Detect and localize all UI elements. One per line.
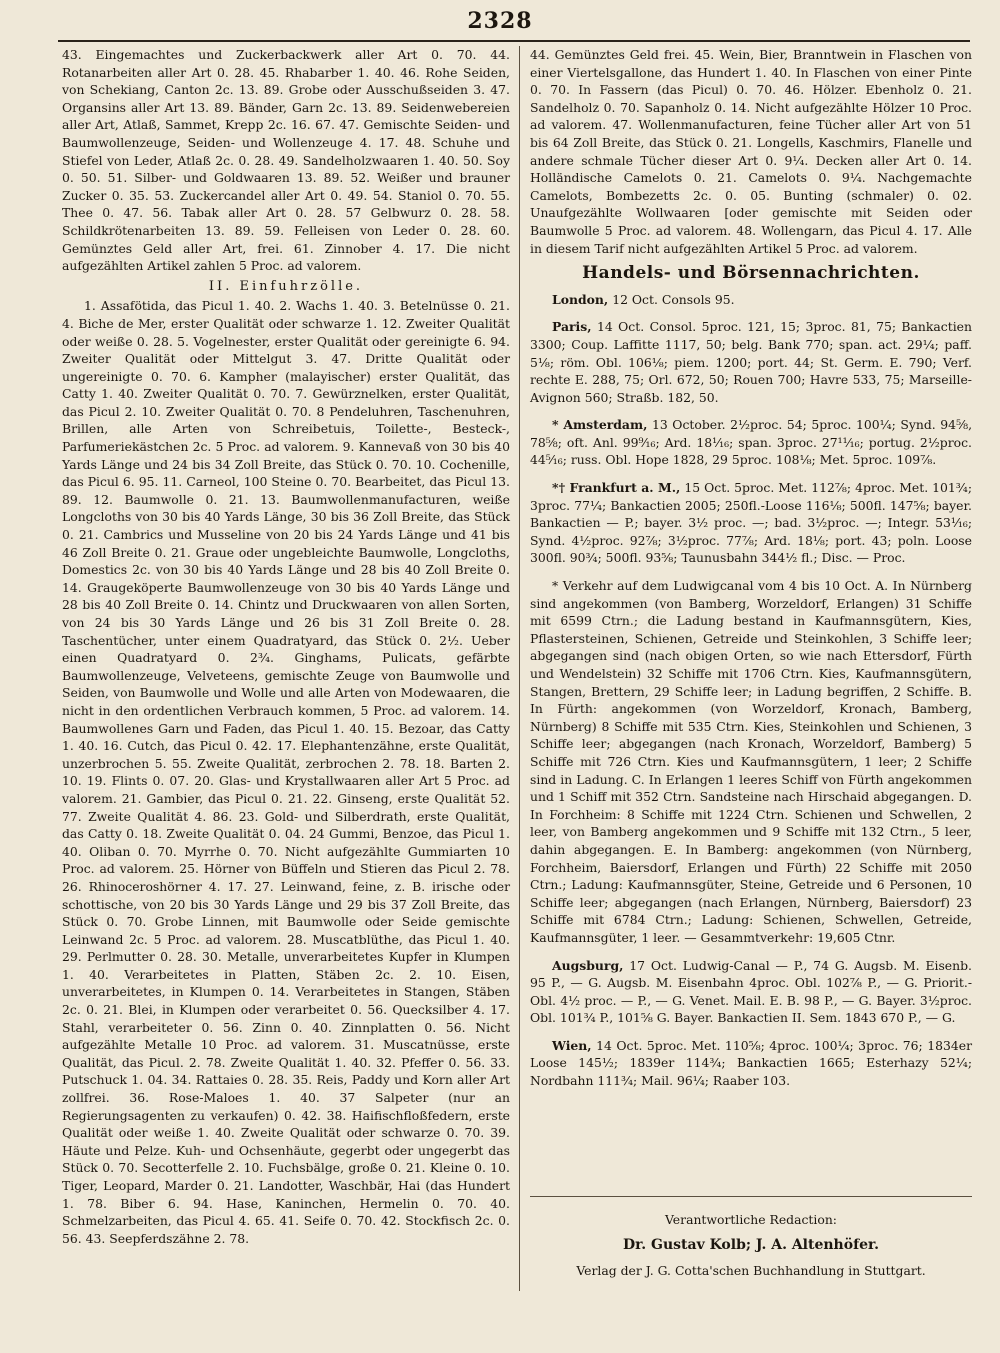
ludwig-canal-report: * Verkehr auf dem Ludwigcanal vom 4 bis 10 Oct. A. In Nürnberg sind angekommen (von Bamberg, Worzeldorf, Erlangen) 31 Schiffe mit 6599 Ctrn.; die Ladung bestand in Kaufmannsgütern, Kies, Pflastersteinen, Schienen, Getreide und Steinkohlen, 3 Schiffe leer; abgegangen sind (nach obigen Orten, so wie nach Ettersdorf, Fürth und Wendelstein) 32 Schiffe mit 1706 Ctrn. Kies, Kaufmannsgütern, Stangen, Brettern, 29 Schiffe leer; in Ladung begriffen, 2 Schiffe. B. In Fürth: angekommen (von Worzeldorf, Kronach, Bamberg, Nürnberg) 8 Schiffe mit 535 Ctrn. Kies, Steinkohlen und Schienen, 3 Schiffe leer; abgegangen (nach Kronach, Worzeldorf, Bamberg) 5 Schiffe mit 726 Ctrn. Kies und Kaufmannsgütern, 1 leer; 2 Schiffe sind in Ladung. C. In Erlangen 1 leeres Schiff von Fürth angekommen und 1 Schiff mit 352 Ctrn. Sandsteine nach Hirschaid abgegangen. D. In Forchheim: 8 Schiffe mit 1224 Ctrn. Schienen und Schwellen, 2 leer, von Bamberg angekommen und 9 Schiffe mit 132 Ctrn., 5 leer, dahin abgegangen. E. In Bamberg: angekommen (von Nürnberg, Forchheim, Baiersdorf, Erlangen und Fürth) 22 Schiffe mit 2050 Ctrn.; Ladung: Kaufmannsgüter, Steine, Getreide und 6 Personen, 10 Schiffe leer; abgegangen (nach Erlangen, Nürnberg, Baiersdorf) 23 Schiffe mit 6784 Ctrn.; Ladung: Schienen, Schwellen, Getreide, Kaufmannsgüter, 1 leer. — Gesammtverkehr: 19,605 Ctnr. <box>530 578 972 945</box>
place-name: London, <box>552 291 609 307</box>
market-report-text: 13 October. 2½proc. 54; 5proc. 100¼; Synd. 94⁵⁄₈, 78⁵⁄₈; oft. Anl. 99⁹⁄₁₆; Ard. 18¹⁄₁₆; span. 3proc. 27¹¹⁄₁₆; portug. 2½proc. 44⁵⁄₁₆; russ. Obl. Hope 1828, 29 5proc. 108⅛; Met. 5proc. 109⅞. <box>530 417 973 468</box>
market-augsburg <box>530 957 972 1027</box>
place-name: Augsburg, <box>552 957 624 973</box>
import-duties-title: II. Einfuhrzölle. <box>208 278 364 294</box>
header-rule <box>58 40 970 42</box>
market-report-text: 12 Oct. Consols 95. <box>608 291 735 307</box>
market-london <box>530 291 972 309</box>
column-divider <box>519 46 520 1291</box>
publisher-line: Verlag der J. G. Cotta'schen Buchhandlung in Stuttgart. <box>576 1263 926 1279</box>
right-column <box>530 46 972 1090</box>
place-name: * Amsterdam, <box>552 417 648 433</box>
import-tariff-end: 44. Gemünztes Geld frei. 45. Wein, Bier, Branntwein in Flaschen von einer Viertelsgallone, das Hundert 1. 40. In Flaschen von einer Pinte 0. 70. In Fassern (das Picul) 0. 70. 46. Hölzer. Ebenholz 0. 21. Sandelholz 0. 70. Sapanholz 0. 14. Nicht aufgezählte Hölzer 10 Proc. ad valorem. 47. Wollenmanufacturen, feine Tücher aller Art von 51 bis 64 Zoll Breite, das Stück 0. 21. Longells, Kaschmirs, Flanelle und andere schmale Tücher dieser Art 0. 9¼. Decken aller Art 0. 14. Holländische Camelots 0. 21. Camelots 0. 9¼. Nachgemachte Camelots, Bombezetts 2c. 0. 05. Bunting (schmaler) 0. 02. Unaufgezählte Wollwaaren [oder gemischte mit Seiden oder Baumwolle 5 Proc. ad valorem. 48. Wollengarn, das Picul 4. 17. Alle in diesem Tarif nicht aufgezählten Artikel 5 Proc. ad valorem. <box>530 47 972 256</box>
market-frankfurt <box>530 479 972 567</box>
market-wien <box>530 1037 972 1090</box>
market-report-text: 15 Oct. 5proc. Met. 112⅞; 4proc. Met. 101¾; 3proc. 77¼; Bankactien 2005; 250fl.-Loose 116⅛; 500fl. 147⅝; bayer. Bankactien — P.; bayer. 3½ proc. —; bad. 3½proc. —; Integr. 53¹⁄₁₆; Synd. 4½proc. 92⅞; 3½proc. 77⅞; Ard. 18⅛; port. 43; poln. Loose 300fl. 90¾; 500fl. 93⅝; Taunusbahn 344½ fl.; Disc. — Proc. <box>530 480 972 566</box>
imprint-rule <box>530 1196 972 1197</box>
market-news-heading: Handels- und Börsennachrichten. <box>582 263 920 284</box>
page-number: 2328 <box>467 8 533 34</box>
import-duties-text: 1. Assafötida, das Picul 1. 40. 2. Wachs 1. 40. 3. Betelnüsse 0. 21. 4. Biche de Mer, erster Qualität oder schwarze 1. 12. Zweiter Qualität oder weiße 0. 28. 5. Vogelnester, erster Qualität oder gereinigte 6. 94. Zweiter Qualität oder Mittelgut 3. 47. Dritte Qualität oder ungereinigte 0. 70. 6. Kampher (malayischer) erster Qualität, das Catty 1. 40. Zweiter Qualität 0. 70. 7. Gewürznelken, erster Qualität, das Picul 2. 10. Zweiter Qualität 0. 70. 8 Pendeluhren, Taschenuhren, Brillen, alle Arten von Schreibetuis, Toilette-, Besteck-, Parfumeriekästchen 2c. 5 Proc. ad valorem. 9. Kannevaß von 30 bis 40 Yards Länge und 24 bis 34 Zoll Breite, das Stück 0. 70. 10. Cochenille, das Picul 6. 95. 11. Carneol, 100 Steine 0. 70. Bearbeitet, das Picul 13. 89. 12. Baumwolle 0. 21. 13. Baumwollenmanufacturen, weiße Longcloths von 30 bis 40 Yards Länge, 30 bis 36 Zoll Breite, das Stück 0. 21. Cambrics und Musseline von 20 bis 24 Yards Länge und 41 bis 46 Zoll Breite 0. 21. Graue oder ungebleichte Baumwolle, Longcloths, Domestics 2c. von 30 bis 40 Yards Länge und 28 bis 40 Zoll Breite 0. 14. Graugeköperte Baumwollenzeuge von 30 bis 40 Yards Länge und 28 bis 40 Zoll Breite 0. 14. Chintz und Druckwaaren von allen Sorten, von 24 bis 30 Yards Länge und 26 bis 31 Zoll Breite 0. 28. Taschentücher, unter einem Quadratyard, das Stück 0. 2½. Ueber einen Quadratyard 0. 2¾. Ginghams, Pulicats, gefärbte Baumwollenzeuge, Velveteens, gemischte Zeuge von Baumwolle und Seiden, von Baumwolle und Wolle und alle Arten von Modewaaren, die nicht in den ordentlichen Verbrauch kommen, 5 Proc. ad valorem. 14. Baumwollenes Garn und Faden, das Picul 1. 40. 15. Bezoar, das Catty 1. 40. 16. Cutch, das Picul 0. 42. 17. Elephantenzähne, erste Qualität, unzerbrochen 5. 55. Zweite Qualität, zerbrochen 2. 78. 18. Barten 2. 10. 19. Flints 0. 07. 20. Glas- und Krystallwaaren aller Art 5 Proc. ad valorem. 21. Gambier, das Picul 0. 21. 22. Ginseng, erste Qualität 52. 77. Zweite Qualität 4. 86. 23. Gold- und Silberdrath, erste Qualität, das Catty 0. 18. Zweite Qualität 0. 04. 24 Gummi, Benzoe, das Picul 1. 40. Oliban 0. 70. Myrrhe 0. 70. Nicht aufgezählte Gummiarten 10 Proc. ad valorem. 25. Hörner von Büffeln und Stieren das Picul 2. 78. 26. Rhinoceroshörner 4. 17. 27. Leinwand, feine, z. B. irische oder schottische, von 20 bis 30 Yards Länge und 29 bis 37 Zoll Breite, das Stück 0. 70. Grobe Linnen, mit Baumwolle oder Seide gemischte Leinwand 2c. 5 Proc. ad valorem. 28. Muscatblüthe, das Picul 1. 40. 29. Perlmutter 0. 28. 30. Metalle, unverarbeitetes Kupfer in Klumpen 1. 40. Verarbeitetes in Platten, Stäben 2c. 2. 10. Eisen, unverarbeitetes, in Klumpen 0. 14. Verarbeitetes in Stangen, Stäben 2c. 0. 21. Blei, in Klumpen oder verarbeitet 0. 56. Quecksilber 4. 17. Stahl, verarbeiteter 0. 56. Zinn 0. 40. Zinnplatten 0. 56. Nicht aufgezählte Metalle 10 Proc. ad valorem. 31. Muscatnüsse, erste Qualität, das Picul. 2. 78. Zweite Qualität 1. 40. 32. Pfeffer 0. 56. 33. Putschuck 1. 04. 34. Rattaies 0. 28. 35. Reis, Paddy und Korn aller Art zollfrei. 36. Rose-Maloes 1. 40. 37 Salpeter (nur an Regierungsagenten zu verkaufen) 0. 42. 38. Haifischfloßfedern, erste Qualität oder weiße 1. 40. Zweite Qualität oder schwarze 0. 70. 39. Häute und Pelze. Kuh- und Ochsenhäute, gegerbt oder ungegerbt das Stück 0. 70. Secotterfelle 2. 10. Fuchsbälge, große 0. 21. Kleine 0. 10. Tiger, Leopard, Marder 0. 21. Landotter, Waschbär, Hai (das Hundert 1. 78. Biber 6. 94. Hase, Kaninchen, Hermelin 0. 70. 40. Schmelzarbeiten, das Picul 4. 65. 41. Seife 0. 70. 42. Stockfisch 2c. 0. 56. 43. Seepferdszähne 2. 78. <box>62 298 510 1246</box>
market-paris <box>530 318 972 406</box>
place-name: *† Frankfurt a. M., <box>552 480 681 496</box>
editor-names: Dr. Gustav Kolb; J. A. Altenhöfer. <box>623 1236 879 1253</box>
market-report-text: 14 Oct. 5proc. Met. 110⅝; 4proc. 100¼; 3proc. 76; 1834er Loose 145½; 1839er 114¾; Bankactien 1665; Esterhazy 52¼; Nordbahn 111¾; Mail. 96¼; Raaber 103. <box>530 1037 972 1089</box>
place-name: Paris, <box>552 319 592 335</box>
market-report-text: 17 Oct. Ludwig-Canal — P., 74 G. Augsb. M. Eisenb. 95 P., — G. Augsb. M. Eisenbahn 4proc. Obl. 102⅞ P., — G. Priorit.-Obl. 4½ proc. — P., — G. Venet. Mail. E. B. 98 P., — G. Bayer. 3½proc. Obl. 101¾ P., 101⅝ G. Bayer. Bankactien II. Sem. 1843 670 P., — G. <box>530 957 972 1026</box>
market-report-text: 14 Oct. Consol. 5proc. 121, 15; 3proc. 81, 75; Bankactien 3300; Coup. Laffitte 1117, 50; belg. Bank 770; span. act. 29¼; paff. 5⅛; röm. Obl. 106⅛; piem. 1200; port. 44; St. Germ. E. 790; Verf. rechte E. 288, 75; Orl. 672, 50; Rouen 700; Havre 533, 75; Marseille-Avignon 560; Straßb. 182, 50. <box>530 319 972 405</box>
imprint <box>530 1196 972 1280</box>
left-column <box>62 46 510 1247</box>
market-amsterdam <box>530 416 972 469</box>
place-name: Wien, <box>552 1037 592 1053</box>
responsible-editors-label: Verantwortliche Redaction: <box>665 1212 837 1227</box>
export-tariff-continued: 43. Eingemachtes und Zuckerbackwerk aller Art 0. 70. 44. Rotanarbeiten aller Art 0. 28. 45. Rhabarber 1. 40. 46. Rohe Seiden, von Schekiang, Canton 2c. 13. 89. Grobe oder Ausschußseiden 3. 47. Organsins aller Art 13. 89. Bänder, Garn 2c. 13. 89. Seidenwebereien aller Art, Atlaß, Sammet, Krepp 2c. 16. 67. 47. Gemischte Seiden- und Baumwollenzeuge, Seiden- und Wollenzeuge 4. 17. 48. Schuhe und Stiefel von Leder, Atlaß 2c. 0. 28. 49. Sandelholzwaaren 1. 40. 50. Soy 0. 50. 51. Silber- und Goldwaaren 13. 89. 52. Weißer und brauner Zucker 0. 35. 53. Zuckercandel aller Art 0. 49. 54. Staniol 0. 70. 55. Thee 0. 47. 56. Tabak aller Art 0. 28. 57 Gelbwurz 0. 28. 58. Schildkrötenarbeiten 13. 89. 59. Felleisen von Leder 0. 28. 60. Gemünztes Geld aller Art, frei. 61. Zinnober 4. 17. Die nicht aufgezählten Artikel zahlen 5 Proc. ad valorem. <box>62 47 510 274</box>
